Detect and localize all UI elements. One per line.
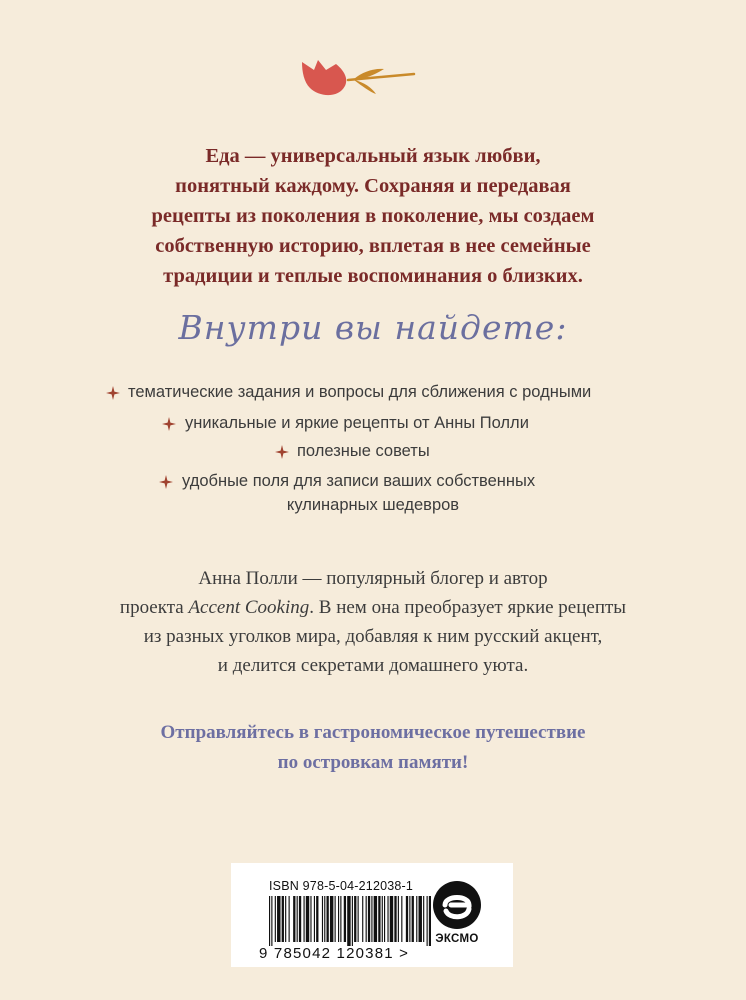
- barcode-bar: [406, 896, 408, 942]
- barcode-bar: [412, 896, 414, 942]
- barcode-bar: [354, 896, 356, 942]
- barcode-bar: [368, 896, 370, 942]
- intro-paragraph: [70, 141, 676, 291]
- barcode-bar: [378, 896, 380, 942]
- barcode-bar: [347, 896, 350, 946]
- barcode-bar: [285, 896, 286, 942]
- barcode-bar: [384, 896, 385, 942]
- author-line-prefix: проекта: [119, 597, 189, 618]
- barcode-bar: [352, 896, 353, 946]
- barcode-bar: [387, 896, 388, 942]
- barcode-bar: [277, 896, 280, 942]
- barcode-bar: [314, 896, 315, 942]
- barcode-bar: [394, 896, 396, 942]
- cta-line: по островкам памяти!: [277, 752, 469, 773]
- feature-text: полезные советы: [297, 442, 430, 460]
- barcode-bar: [335, 896, 336, 942]
- cta-line: Отправляйтесь в гастрономическое путешествие: [160, 722, 586, 743]
- barcode-bar: [322, 896, 323, 942]
- barcode-bar: [271, 896, 272, 946]
- feature-text: уникальные и яркие рецепты от Анны Полли: [185, 414, 529, 432]
- intro-line: понятный каждому. Сохраняя и передавая: [175, 175, 571, 197]
- barcode-bar: [293, 896, 295, 942]
- author-line: [60, 593, 686, 622]
- star-bullet-icon: [275, 445, 289, 459]
- barcode-bar: [269, 896, 270, 946]
- barcode-bar: [304, 896, 305, 942]
- barcode-bar: [310, 896, 311, 942]
- barcode-bar: [330, 896, 333, 942]
- author-line: Анна Полли — популярный блогер и автор: [198, 568, 548, 589]
- barcode-bar: [344, 896, 346, 942]
- barcode-bar: [358, 896, 359, 942]
- barcode-bar: [340, 896, 341, 942]
- barcode-block: [231, 863, 513, 967]
- barcode-digits: 9 785042 120381 >: [259, 945, 410, 962]
- call-to-action: [60, 718, 686, 778]
- inside-title: Внутри вы найдете:: [178, 308, 568, 347]
- eksmo-logo-icon: [421, 877, 493, 957]
- barcode-bar: [366, 896, 367, 942]
- barcode-bar: [299, 896, 301, 942]
- feature-text: тематические задания и вопросы для сближения с родными: [128, 383, 592, 401]
- barcode-bar: [275, 896, 276, 942]
- publisher-name: ЭКСМО: [435, 933, 479, 945]
- barcode-bar: [401, 896, 402, 942]
- intro-line: традиции и теплые воспоминания о близких.: [163, 265, 583, 287]
- author-line: и делится секретами домашнего уюта.: [217, 655, 529, 676]
- feature-text: удобные поля для записи ваших собственных: [182, 472, 536, 490]
- tulip-icon: [296, 52, 416, 104]
- barcode-bar: [409, 896, 410, 942]
- feature-text-continued: кулинарных шедевров: [286, 496, 460, 514]
- barcode-bar: [382, 896, 383, 942]
- barcode-bar: [362, 896, 363, 942]
- barcode-bar: [371, 896, 372, 942]
- intro-line: рецепты из поколения в поколение, мы создаем: [151, 205, 595, 227]
- barcode-bar: [327, 896, 329, 942]
- author-line-suffix: . В нем она преобразует яркие рецепты: [309, 597, 627, 618]
- feature-item: [0, 467, 746, 527]
- barcode-bar: [316, 896, 318, 942]
- intro-line: собственную историю, вплетая в нее семейные: [155, 235, 591, 257]
- star-bullet-icon: [106, 386, 120, 400]
- star-bullet-icon: [159, 475, 173, 489]
- barcode-bar: [338, 896, 339, 942]
- barcode-bar: [416, 896, 417, 942]
- isbn-label: ISBN 978-5-04-212038-1: [269, 879, 414, 893]
- barcode-bar: [282, 896, 284, 942]
- star-bullet-icon: [162, 417, 176, 431]
- barcode-bars: [269, 896, 431, 946]
- barcode-bar: [297, 896, 298, 942]
- barcode-bar: [390, 896, 393, 942]
- intro-line: Еда — универсальный язык любви,: [205, 145, 541, 167]
- author-paragraph: [60, 564, 686, 680]
- barcode-bar: [398, 896, 399, 942]
- barcode-bar: [324, 896, 325, 942]
- barcode-bar: [289, 896, 290, 942]
- project-name: Accent Cooking: [188, 597, 310, 618]
- barcode-bar: [306, 896, 309, 942]
- author-line: из разных уголков мира, добавляя к ним русский акцент,: [143, 626, 603, 647]
- barcode-bar: [374, 896, 377, 942]
